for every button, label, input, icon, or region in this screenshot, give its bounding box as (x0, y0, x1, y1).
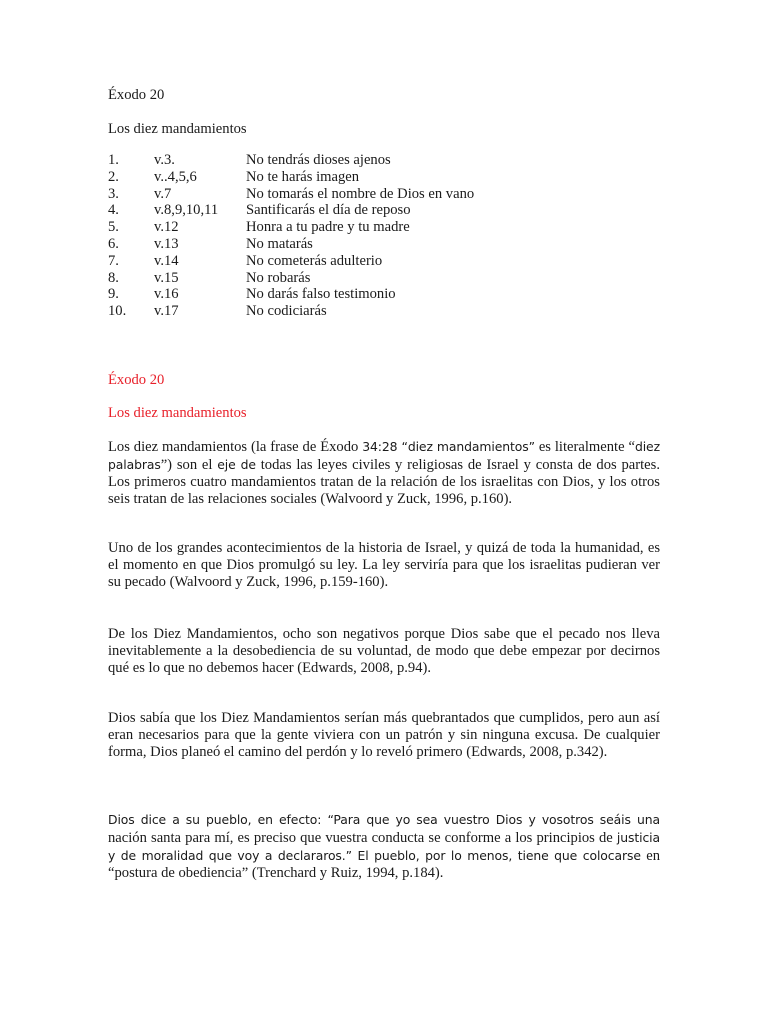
item-verse: v.15 (154, 269, 179, 286)
p5-text-c: nación santa para mí, es preciso que vuestra conducta se conforme a los principios de (108, 830, 617, 846)
p5-text-e: en “postura de obediencia” (Trenchard y Ruiz, 1994, p.184). (108, 848, 660, 881)
item-text: No codiciarás (246, 303, 327, 320)
item-verse: v.16 (154, 286, 179, 303)
item-number: 8. (108, 269, 119, 286)
item-verse: v.12 (154, 219, 179, 236)
item-number: 5. (108, 219, 119, 236)
list-item (108, 152, 528, 169)
item-text: Honra a tu padre y tu madre (246, 219, 410, 236)
list-item (108, 270, 528, 287)
item-text: No cometerás adulterio (246, 252, 383, 269)
p2-text: Uno de los grandes acontecimientos de la historia de Israel, y quizá de toda la humanidad, es el momento en que Dios promulgó su ley. La ley serviría para que los israelitas pudieran ver su pecado (Walvoord y Zuck, 1996, p.159-160). (108, 540, 660, 590)
section2-subheading: Los diez mandamientos (108, 405, 247, 421)
item-verse: v.14 (154, 252, 179, 269)
item-number: 6. (108, 235, 119, 252)
item-text: Santificarás el día de reposo (246, 202, 411, 219)
item-number: 10. (108, 303, 127, 320)
item-text: No tendrás dioses ajenos (246, 152, 391, 168)
item-number: 7. (108, 252, 119, 269)
item-verse: v..4,5,6 (154, 168, 197, 185)
item-number: 9. (108, 286, 119, 303)
p5-text-d: justicia y de moralidad que voy a declararos.” El pueblo, por lo menos, tiene que colocarse (108, 830, 660, 863)
p1-text-f: eje de (217, 457, 256, 472)
p3-text: De los Diez Mandamientos, ocho son negativos porque Dios sabe que el pecado nos lleva inevitablemente a la desobediencia de su voluntad, de modo que debe empezar por decirnos qué es lo que no debemos hacer (Edwards, 2008, p.94). (108, 626, 660, 676)
list-item (108, 286, 528, 303)
list-item (108, 202, 528, 219)
p1-text-b: 34:28 “diez mandamientos” (362, 439, 535, 454)
p1-text-g: todas las leyes civiles y religiosas de Israel y consta de dos partes. Los primeros cuatro mandamientos tratan de la relación de los israelitas con Dios, y los otros seis tratan de las relaciones sociales (Walvoord y Zuck, 1996, p.160). (108, 457, 660, 507)
list-item (108, 236, 528, 253)
list-item (108, 186, 528, 203)
paragraph-2 (108, 540, 660, 591)
paragraph-4 (108, 710, 660, 761)
item-verse: v.7 (154, 185, 172, 202)
paragraph-5 (108, 811, 660, 882)
p1-text-c: es literalmente “ (534, 439, 635, 455)
item-text: No te harás imagen (246, 168, 360, 185)
section2-heading: Éxodo 20 (108, 372, 165, 388)
section1-heading: Éxodo 20 (108, 87, 165, 103)
p5-text-a: Dios dice a su pueblo, en efecto: (108, 812, 328, 827)
item-verse: v.8,9,10,11 (154, 202, 219, 219)
list-item (108, 219, 528, 236)
item-verse: v.17 (154, 303, 179, 320)
p1-text-d: diez palabras (108, 439, 660, 472)
list-item (108, 303, 528, 320)
p5-text-b: “Para que yo sea vuestro Dios y vosotros seáis una (327, 812, 660, 827)
item-number: 3. (108, 185, 119, 202)
list-item (108, 169, 528, 186)
paragraph-3 (108, 626, 660, 677)
p1-text-e: ”) son el (160, 457, 218, 473)
item-verse: v.13 (154, 235, 179, 252)
item-number: 1. (108, 152, 119, 168)
item-text: No darás falso testimonio (246, 286, 396, 303)
item-text: No matarás (246, 235, 313, 252)
commandments-list (108, 152, 528, 320)
p4-text: Dios sabía que los Diez Mandamientos serían más quebrantados que cumplidos, pero aun así eran necesarios para que la gente viviera con un patrón y sin ninguna excusa. De cualquier forma, Dios planeó el camino del perdón y lo reveló primero (Edwards, 2008, p.342). (108, 710, 660, 760)
item-text: No robarás (246, 269, 311, 286)
p1-text-a: Los diez mandamientos (la frase de Éxodo (108, 439, 363, 455)
item-number: 2. (108, 168, 119, 185)
list-item (108, 253, 528, 270)
item-number: 4. (108, 202, 119, 219)
item-text: No tomarás el nombre de Dios en vano (246, 185, 475, 202)
section1-subheading: Los diez mandamientos (108, 121, 247, 137)
paragraph-1 (108, 438, 660, 508)
item-verse: v.3. (154, 152, 175, 168)
